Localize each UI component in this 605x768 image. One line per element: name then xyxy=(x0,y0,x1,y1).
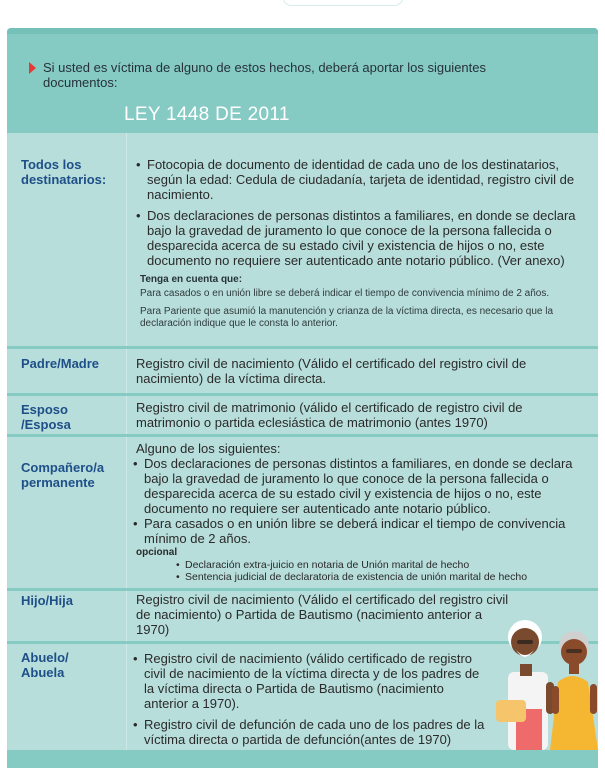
content-hijo-hija: Registro civil de nacimiento (Válido el certificado del registro civil de nacimiento) o Partida de Bautismo (nacimiento anterior a 1970) xyxy=(136,592,509,637)
content-esposo-esposa: Registro civil de matrimonio (válido el certificado de registro civil de matrimonio o partida eclesiástica de matrimonio (antes 1970) xyxy=(136,400,523,430)
column-divider xyxy=(126,644,127,750)
companero-requirements-list xyxy=(133,456,591,546)
note-text: Para casados o en unión libre se deberá indicar el tiempo de convivencia mínimo de 2 años. xyxy=(140,288,550,299)
list-item: • Declaración extra-juicio en notaria de Unión marital de hecho xyxy=(176,559,591,571)
abuelo-requirements-list xyxy=(133,651,491,747)
list-item: • Registro civil de nacimiento (válido certificado de registro civil de nacimiento de la víctima directa y de los padres de la víctima directa o Partida de Bautismo (nacimiento anterior a 1970). xyxy=(133,651,491,711)
label-hijo-hija: Hijo/Hija xyxy=(21,593,74,608)
law-title: LEY 1448 DE 2011 xyxy=(124,104,290,125)
note-title: Tenga en cuenta que: xyxy=(140,274,243,285)
label-todos-los-destinatarios: Todos los destinatarios: xyxy=(21,157,107,187)
optional-list xyxy=(136,559,591,583)
column-divider xyxy=(126,396,127,434)
content-todos-los-destinatarios xyxy=(136,157,588,330)
intro-text: Si usted es víctima de alguno de estos hechos, deberá aportar los siguientes documentos: xyxy=(43,60,486,90)
optional-label: opcional xyxy=(136,547,178,558)
label-esposo-esposa: Esposo /Esposa xyxy=(21,402,71,432)
companero-intro: Alguno de los siguientes: xyxy=(136,441,281,456)
elderly-man-figure xyxy=(496,620,554,750)
list-item: • Dos declaraciones de personas distintos a familiares, en donde se declara bajo la gravedad de juramento lo que conoce de la persona fallecida o desparecida acerca de su estado civil y existencia de hijos o no, este documento no requiere ser autenticado ante notario público. xyxy=(133,456,591,516)
card-top-line xyxy=(7,28,598,34)
column-divider xyxy=(126,349,127,393)
label-padre-madre: Padre/Madre xyxy=(21,356,100,371)
list-item: • Dos declaraciones de personas distintos a familiares, en donde se declara bajo la gravedad de juramento lo que conoce de la persona fallecida o desparecida acerca de su estado civil y existencia de hijos o no, este documento no requiere ser autenticado ante notario público. (Ver anexo) xyxy=(136,208,588,268)
content-padre-madre: Registro civil de nacimiento (Válido el certificado del registro civil de nacimiento) de la víctima directa. xyxy=(136,356,527,386)
elderly-couple-illustration xyxy=(496,604,605,750)
label-companero-permanente: Compañero/a permanente xyxy=(21,460,105,490)
list-item: • Sentencia judicial de declaratoria de existencia de unión marital de hecho xyxy=(176,571,591,583)
column-divider xyxy=(126,591,127,641)
top-tab-decoration xyxy=(282,0,404,6)
label-abuelo-abuela: Abuelo/ Abuela xyxy=(21,650,69,680)
intro-text-block xyxy=(43,60,563,90)
content-abuelo-abuela xyxy=(136,651,491,753)
content-companero-permanente xyxy=(136,441,591,583)
column-divider xyxy=(126,133,127,346)
red-arrow-icon xyxy=(29,62,36,74)
todos-requirements-list xyxy=(136,157,588,268)
list-item: • Para casados o en unión libre se deberá indicar el tiempo de convivencia mínimo de 2 años. xyxy=(133,516,591,546)
elderly-woman-figure xyxy=(550,631,598,750)
note-text: Para Pariente que asumió la manutención y crianza de la víctima directa, es necesario que la declaración indique que le consta lo anterior. xyxy=(140,306,554,329)
column-divider xyxy=(126,437,127,588)
list-item: • Registro civil de defunción de cada uno de los padres de la víctima directa o partida de defunción(antes de 1970) xyxy=(133,717,491,747)
list-item: • Fotocopia de documento de identidad de cada uno de los destinatarios, según la edad: Cedula de ciudadanía, tarjeta de identidad, registro civil de nacimiento. xyxy=(136,157,588,202)
